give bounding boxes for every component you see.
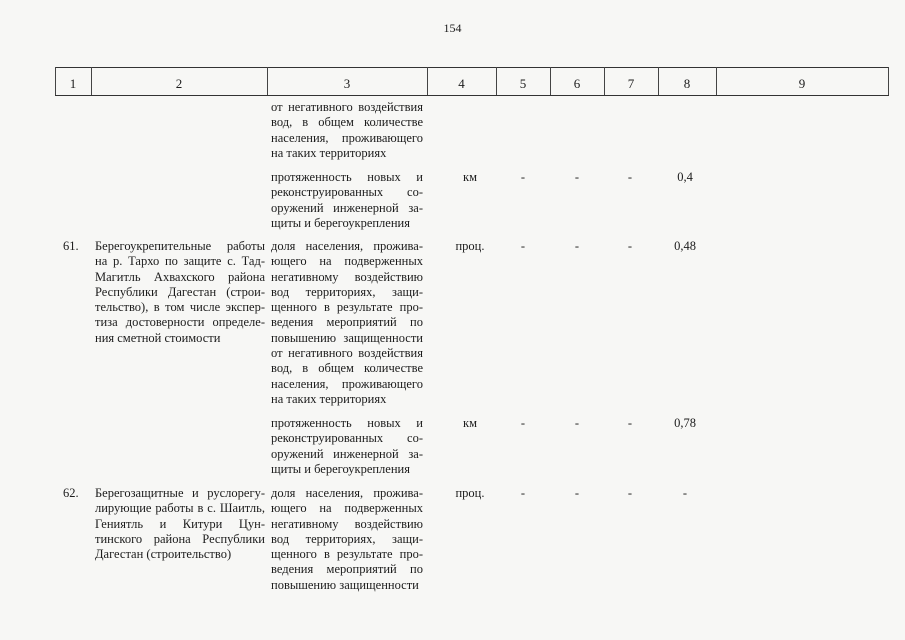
column-header-8: 8 (683, 76, 691, 91)
value-cell: - (627, 486, 633, 500)
column-header-9: 9 (798, 76, 806, 91)
continued-indicator-text: от негативного воздействия вод, в общем количестве населения, проживающего на таких территориях (271, 100, 423, 160)
measure-name: Берегоукрепительные работы на р. Тархо по защите с. Тад-Магитль Ахвахского района Республики Дагестан (строительство), в том числе экспертиза достоверности определения сметной стоимости (95, 239, 265, 345)
column-divider (888, 67, 889, 95)
table-top-border (55, 67, 889, 68)
value-cell: - (520, 486, 526, 500)
column-header-6: 6 (573, 76, 581, 91)
value-cell: 0,4 (677, 170, 693, 184)
value-cell: 0,48 (674, 239, 696, 253)
page-number: 154 (443, 21, 462, 35)
value-cell: - (520, 170, 526, 184)
row-number: 61. (63, 239, 79, 253)
unit-cell: км (463, 170, 477, 184)
row-number: 62. (63, 486, 79, 500)
value-cell: - (627, 170, 633, 184)
indicator-text: доля населения, проживающего на подверженных негативному воздействию вод территориях, защищенного в результате проведения мероприятий по повышению защищенности от негативного воздействия вод, в общем количестве населения, проживающего на таких территориях (271, 239, 423, 406)
column-header-5: 5 (519, 76, 527, 91)
column-header-4: 4 (458, 76, 465, 91)
value-cell: - (682, 486, 688, 500)
value-cell: - (520, 416, 526, 430)
value-cell: - (574, 170, 580, 184)
value-cell: - (627, 239, 633, 253)
value-cell: - (574, 416, 580, 430)
header-bottom-border (55, 95, 889, 96)
unit-cell: проц. (455, 239, 485, 253)
value-cell: 0,78 (674, 416, 696, 430)
indicator-text: доля населения, проживающего на подверженных негативному воздействию вод территориях, защищенного в результате проведения мероприятий по повышению защищенности (271, 486, 423, 592)
value-cell: - (520, 239, 526, 253)
column-header-3: 3 (343, 76, 351, 91)
indicator-text: протяженность новых и реконструированных сооружений инженерной защиты и берегоукрепления (271, 416, 423, 476)
indicator-text: протяженность новых и реконструированных сооружений инженерной защиты и берегоукрепления (271, 170, 423, 230)
column-header-2: 2 (175, 76, 183, 91)
column-header-7: 7 (627, 76, 635, 91)
value-cell: - (627, 416, 633, 430)
unit-cell: проц. (455, 486, 485, 500)
value-cell: - (574, 239, 580, 253)
unit-cell: км (463, 416, 477, 430)
column-header-1: 1 (69, 76, 77, 91)
measure-name: Берегозащитные и руслорегулирующие работы в с. Шаитль, Гениятль и Китури Цунтинского района Республики Дагестан (строительство) (95, 486, 265, 562)
value-cell: - (574, 486, 580, 500)
